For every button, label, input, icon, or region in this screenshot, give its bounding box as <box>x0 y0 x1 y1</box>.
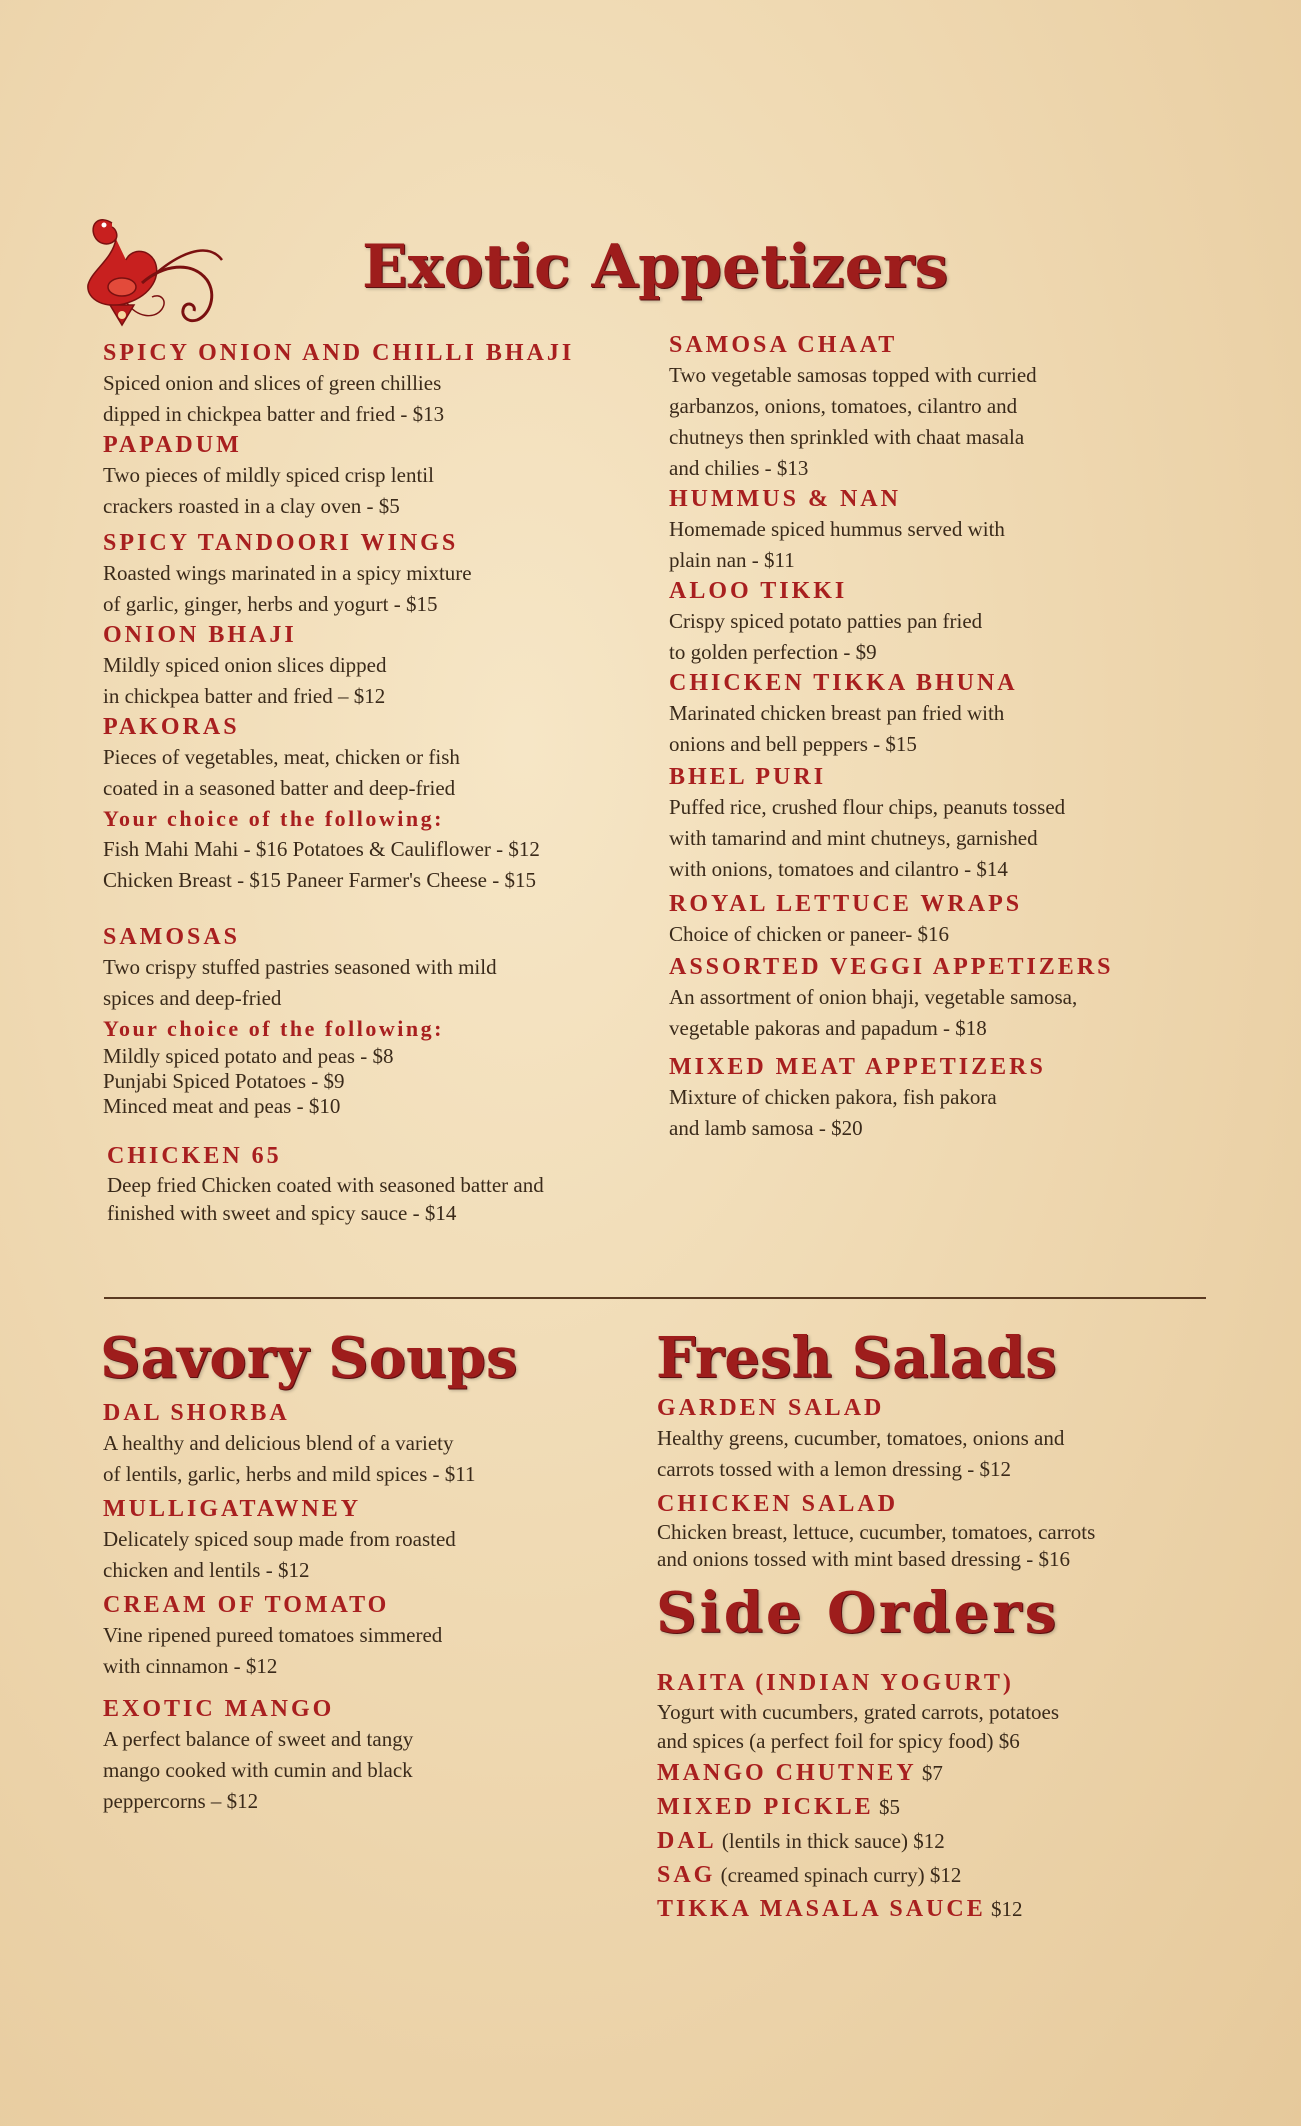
item-name: SAG <box>657 1862 716 1888</box>
peacock-icon <box>82 205 227 340</box>
choice-heading: Your choice of the following: <box>103 1016 444 1041</box>
item-name: DAL SHORBA <box>103 1400 290 1426</box>
menu-item <box>103 1694 623 1817</box>
menu-item <box>669 484 1229 576</box>
item-name: SPICY ONION AND CHILLI BHAJI <box>103 340 575 366</box>
menu-item <box>103 430 643 522</box>
item-desc: Two vegetable samosas topped with curried <box>669 363 1037 387</box>
item-detail: (lentils in thick sauce) $12 <box>716 1829 945 1853</box>
item-desc: with tamarind and mint chutneys, garnished <box>669 826 1038 850</box>
item-name: CHICKEN SALAD <box>657 1491 899 1517</box>
item-name: ALOO TIKKI <box>669 578 848 604</box>
item-desc: An assortment of onion bhaji, vegetable samosa, <box>669 985 1078 1009</box>
menu-item <box>669 952 1229 1044</box>
item-desc: Homemade spiced hummus served with <box>669 517 1005 541</box>
item-desc: finished with sweet and spicy sauce - $14 <box>107 1201 457 1225</box>
menu-item <box>103 1494 623 1586</box>
item-desc: chicken and lentils - $12 <box>103 1558 310 1582</box>
item-desc: peppercorns – $12 <box>103 1789 259 1813</box>
item-desc: Two crispy stuffed pastries seasoned with mild <box>103 955 497 979</box>
option-line: Mildly spiced potato and peas - $8 <box>103 1044 394 1068</box>
item-desc: Mixture of chicken pakora, fish pakora <box>669 1085 997 1109</box>
option-line: Punjabi Spiced Potatoes - $9 <box>103 1069 345 1093</box>
item-desc: vegetable pakoras and papadum - $18 <box>669 1016 987 1040</box>
side-item <box>657 1858 1257 1892</box>
item-detail: $12 <box>985 1897 1023 1921</box>
item-desc: crackers roasted in a clay oven - $5 <box>103 494 400 518</box>
item-name: ROYAL LETTUCE WRAPS <box>669 891 1023 917</box>
item-name: PAPADUM <box>103 432 242 458</box>
item-desc: to golden perfection - $9 <box>669 640 877 664</box>
item-desc: and chilies - $13 <box>669 456 809 480</box>
option-line: Fish Mahi Mahi - $16 Potatoes & Cauliflower - $12 <box>103 837 540 861</box>
item-desc: and onions tossed with mint based dressing - $16 <box>657 1547 1070 1571</box>
soups-title: Savory Soups <box>100 1325 518 1391</box>
item-name: DAL <box>657 1828 717 1854</box>
menu-item <box>669 762 1229 885</box>
menu-item <box>103 1590 623 1682</box>
item-name: ONION BHAJI <box>103 622 297 648</box>
option-line: Minced meat and peas - $10 <box>103 1094 341 1118</box>
item-name: RAITA (INDIAN YOGURT) <box>657 1670 1014 1696</box>
peacock-logo <box>82 205 227 340</box>
menu-item <box>107 1141 643 1227</box>
item-desc: Chicken breast, lettuce, cucumber, tomatoes, carrots <box>657 1520 1096 1544</box>
item-name: CHICKEN 65 <box>107 1143 282 1169</box>
appetizers-right-column <box>669 330 1229 1144</box>
salads-column <box>657 1393 1257 1573</box>
sides-column <box>657 1668 1257 1926</box>
menu-item <box>103 1398 623 1490</box>
menu-item <box>669 330 1229 484</box>
item-desc: Mildly spiced onion slices dipped <box>103 653 387 677</box>
item-desc: Yogurt with cucumbers, grated carrots, potatoes <box>657 1700 1060 1724</box>
item-desc: Delicately spiced soup made from roasted <box>103 1527 456 1551</box>
menu-item <box>103 528 643 620</box>
item-desc: and lamb samosa - $20 <box>669 1116 863 1140</box>
item-desc: carrots tossed with a lemon dressing - $12 <box>657 1457 1012 1481</box>
side-item <box>657 1756 1257 1790</box>
item-desc: with cinnamon - $12 <box>103 1654 278 1678</box>
sides-title: Side Orders <box>656 1580 1060 1646</box>
item-name: SAMOSAS <box>103 924 241 950</box>
item-name: CREAM OF TOMATO <box>103 1592 390 1618</box>
item-name: HUMMUS & NAN <box>669 486 901 512</box>
item-desc: Spiced onion and slices of green chillies <box>103 371 442 395</box>
item-name: GARDEN SALAD <box>657 1395 885 1421</box>
item-desc: Deep fried Chicken coated with seasoned batter and <box>107 1173 544 1197</box>
menu-item <box>657 1668 1257 1756</box>
side-item <box>657 1790 1257 1824</box>
item-desc: in chickpea batter and fried – $12 <box>103 684 386 708</box>
salads-title: Fresh Salads <box>656 1325 1057 1391</box>
item-desc: onions and bell peppers - $15 <box>669 732 917 756</box>
item-desc: plain nan - $11 <box>669 548 795 572</box>
item-name: CHICKEN TIKKA BHUNA <box>669 670 1018 696</box>
side-item <box>657 1824 1257 1858</box>
item-desc: dipped in chickpea batter and fried - $13 <box>103 402 445 426</box>
option-line: Chicken Breast - $15 Paneer Farmer's Cheese - $15 <box>103 868 536 892</box>
item-desc: Roasted wings marinated in a spicy mixture <box>103 561 472 585</box>
item-name: EXOTIC MANGO <box>103 1696 335 1722</box>
item-desc: of lentils, garlic, herbs and mild spices - $11 <box>103 1462 476 1486</box>
menu-item <box>657 1393 1257 1485</box>
item-desc: Crispy spiced potato patties pan fried <box>669 609 983 633</box>
item-detail: $7 <box>916 1761 943 1785</box>
item-name: ASSORTED VEGGI APPETIZERS <box>669 954 1114 980</box>
appetizers-title: Exotic Appetizers <box>362 232 949 302</box>
item-name: MIXED MEAT APPETIZERS <box>669 1054 1046 1080</box>
item-name: TIKKA MASALA SAUCE <box>657 1896 986 1922</box>
item-desc: Healthy greens, cucumber, tomatoes, onions and <box>657 1426 1065 1450</box>
item-desc: coated in a seasoned batter and deep-fried <box>103 776 456 800</box>
soups-column <box>103 1398 623 1817</box>
item-desc: spices and deep-fried <box>103 986 282 1010</box>
choice-heading: Your choice of the following: <box>103 806 444 831</box>
menu-item <box>103 620 643 712</box>
item-desc: Choice of chicken or paneer- $16 <box>669 922 950 946</box>
item-name: PAKORAS <box>103 714 240 740</box>
appetizers-left-column <box>103 338 643 1227</box>
menu-item <box>669 668 1229 760</box>
item-detail: (creamed spinach curry) $12 <box>715 1863 962 1887</box>
menu-item <box>669 889 1229 950</box>
item-desc: Puffed rice, crushed flour chips, peanuts tossed <box>669 795 1066 819</box>
item-desc: Pieces of vegetables, meat, chicken or fish <box>103 745 460 769</box>
item-desc: A perfect balance of sweet and tangy <box>103 1727 414 1751</box>
side-item <box>657 1892 1257 1926</box>
item-desc: Marinated chicken breast pan fried with <box>669 701 1005 725</box>
menu-item <box>657 1489 1257 1573</box>
item-name: SPICY TANDOORI WINGS <box>103 530 459 556</box>
item-name: MIXED PICKLE <box>657 1794 874 1820</box>
item-desc: garbanzos, onions, tomatoes, cilantro and <box>669 394 1018 418</box>
menu-item <box>669 1052 1229 1144</box>
item-detail: $5 <box>873 1795 900 1819</box>
item-desc: A healthy and delicious blend of a variety <box>103 1431 454 1455</box>
item-name: MULLIGATAWNEY <box>103 1496 362 1522</box>
item-desc: mango cooked with cumin and black <box>103 1758 413 1782</box>
menu-item <box>103 712 643 896</box>
item-desc: Two pieces of mildly spiced crisp lentil <box>103 463 434 487</box>
item-desc: of garlic, ginger, herbs and yogurt - $15 <box>103 592 438 616</box>
item-name: BHEL PURI <box>669 764 827 790</box>
item-name: SAMOSA CHAAT <box>669 332 898 358</box>
item-desc: and spices (a perfect foil for spicy food) $6 <box>657 1729 1020 1753</box>
item-desc: chutneys then sprinkled with chaat masala <box>669 425 1025 449</box>
item-desc: Vine ripened pureed tomatoes simmered <box>103 1623 443 1647</box>
item-name: MANGO CHUTNEY <box>657 1760 917 1786</box>
menu-item <box>669 576 1229 668</box>
section-divider <box>104 1297 1206 1299</box>
menu-item <box>103 922 643 1119</box>
menu-item <box>103 338 643 430</box>
item-desc: with onions, tomatoes and cilantro - $14 <box>669 857 1008 881</box>
